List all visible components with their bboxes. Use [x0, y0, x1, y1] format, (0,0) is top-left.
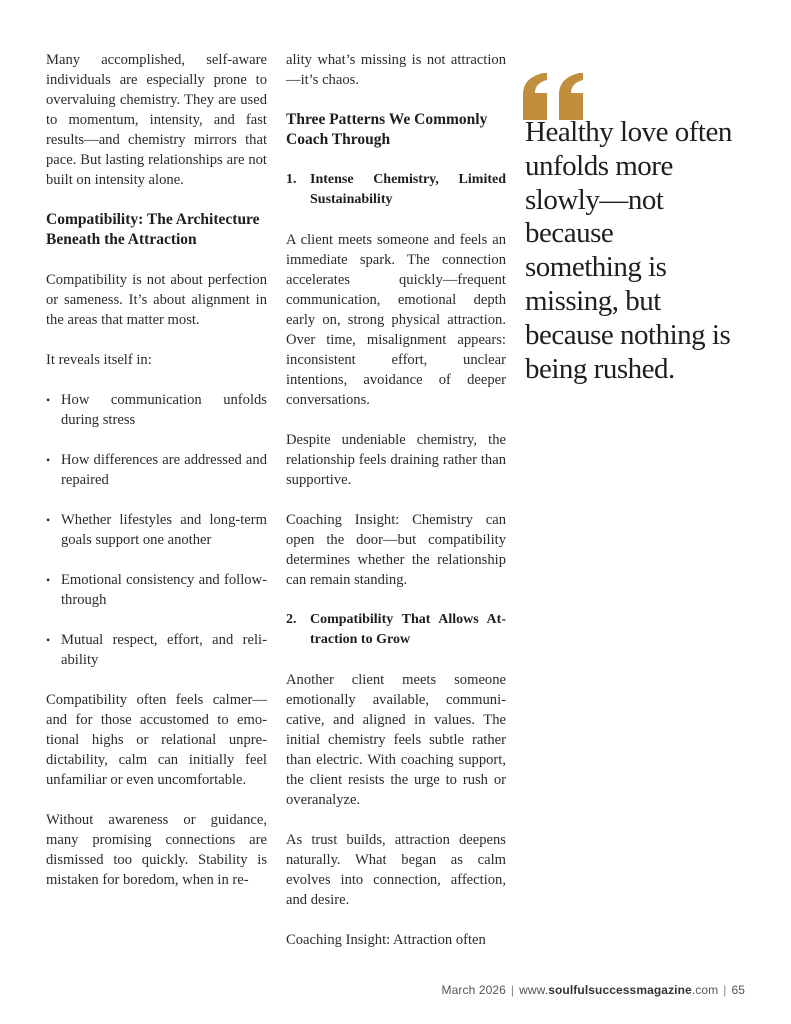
- list-item-text: Mutual respect, effort, and reliability: [61, 632, 267, 668]
- footer-separator: |: [510, 983, 515, 997]
- section-heading-three-patterns: Three Patterns We Commonly Coach Through: [286, 111, 488, 148]
- page-footer: [442, 983, 745, 997]
- pattern-number: 1.: [286, 172, 297, 187]
- bullet-icon: •: [46, 633, 51, 647]
- body-paragraph: Another client meets someone emotionally available, communicative, and aligned in values. The initial chemistry feels subtle rather than electric. With coaching support, the client resists the urge to rush or overanalyze.: [286, 672, 506, 808]
- body-paragraph: It reveals itself in:: [46, 352, 152, 368]
- section-heading-compatibility: Compatibility: The Architecture Beneath the Attraction: [46, 211, 260, 248]
- list-item-text: Emotional consistency and follow-through: [61, 572, 267, 608]
- body-paragraph: Compatibility often feels calmer—and for those accustomed to emotional highs or relational unpredictability, calm can initially feel unfamiliar or even uncomfortable.: [46, 692, 267, 788]
- body-paragraph: Without awareness or guidance, many promising connections are dismissed too quickly. Stability is mistaken for boredom, when in re-: [46, 812, 267, 888]
- list-item-text: Whether lifestyles and long-term goals support one another: [61, 512, 267, 548]
- list-item: [46, 450, 267, 490]
- list-item-text: How differences are addressed and repaired: [61, 452, 267, 488]
- open-quote-icon: [521, 72, 587, 122]
- bullet-icon: •: [46, 573, 51, 587]
- list-item: [46, 630, 267, 670]
- list-item-text: How communication unfolds during stress: [61, 392, 267, 428]
- bullet-icon: •: [46, 513, 51, 527]
- bullet-icon: •: [46, 453, 51, 467]
- issue-date: March 2026: [441, 983, 506, 997]
- url-prefix: www.: [519, 983, 549, 997]
- article-column-2: [286, 50, 506, 970]
- compatibility-list: [46, 390, 267, 670]
- body-paragraph: A client meets someone and feels an immediate spark. The connection accelerates quickly—frequent communication, emotional depth early on, strong physical attraction. Over time, misalignment appears: inconsistent effort, unclear intentions, avoidance of deeper conversations.: [286, 232, 506, 408]
- body-paragraph: Despite undeniable chemistry, the relationship feels draining rather than supportive.: [286, 432, 506, 488]
- body-paragraph: Compatibility is not about perfection or sameness. It’s about alignment in the areas that matter most.: [46, 272, 267, 328]
- quote-mark-icon: [521, 44, 735, 98]
- url-suffix: .com: [691, 983, 719, 997]
- url-domain: soulfulsuccessmagazine: [548, 983, 692, 997]
- pull-quote-text: Healthy love often unfolds more slowly—not because something is missing, but because nothing is being rushed.: [525, 116, 732, 385]
- pattern-heading-1: [286, 170, 506, 210]
- pattern-title: Intense Chemistry, Limited Sustainability: [310, 172, 506, 207]
- list-item: [46, 570, 267, 610]
- bullet-icon: •: [46, 393, 51, 407]
- coaching-insight: Coaching Insight: Chemistry can open the door—but compatibility determines whether the relationship can remain standing.: [286, 512, 506, 588]
- list-item: [46, 390, 267, 430]
- pattern-number: 2.: [286, 612, 297, 627]
- body-paragraph: As trust builds, attraction deepens naturally. What began as calm evolves into connection, affection, and desire.: [286, 832, 506, 908]
- pattern-title: Compatibility That Allows Attraction to Grow: [310, 612, 506, 647]
- page-number: 65: [731, 983, 745, 997]
- list-item: [46, 510, 267, 550]
- footer-separator: |: [723, 983, 727, 997]
- coaching-insight: Coaching Insight: Attraction often: [286, 932, 486, 948]
- body-paragraph: ality what’s missing is not attraction—it’s chaos.: [286, 52, 506, 88]
- article-column-1: [46, 50, 267, 910]
- pattern-heading-2: [286, 610, 506, 650]
- pull-quote: [525, 44, 735, 386]
- body-paragraph: Many accomplished, self-aware individuals are especially prone to overvaluing chemistry. They are used to momentum, intensity, and fast results—and chemistry mirrors that pace. But lasting relationships are not built on intensity alone.: [46, 52, 267, 188]
- website-link[interactable]: [519, 983, 718, 997]
